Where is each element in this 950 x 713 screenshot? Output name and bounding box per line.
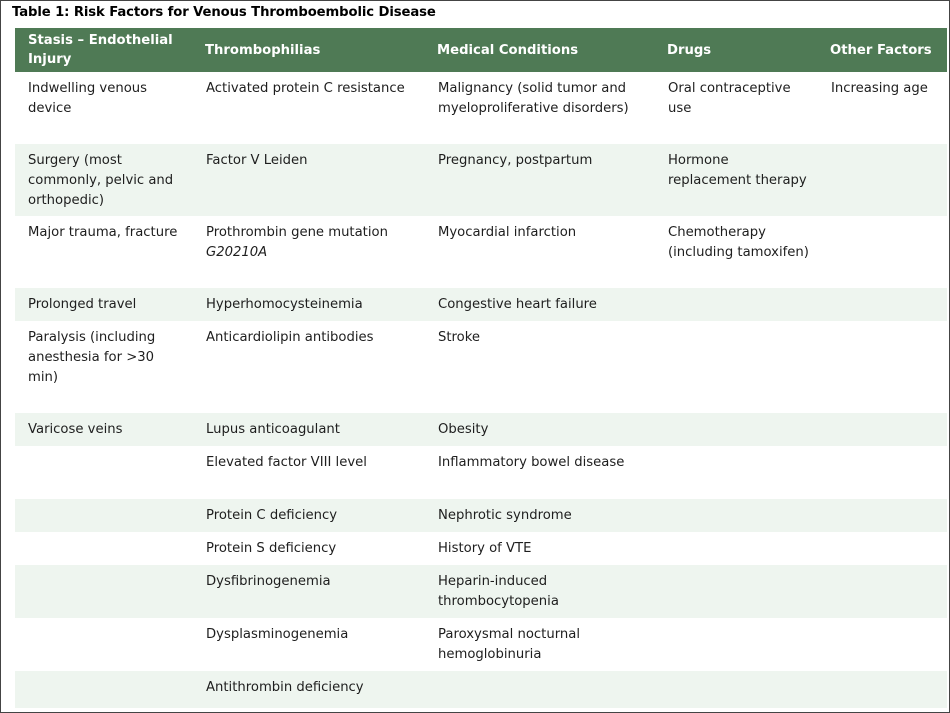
table-row	[15, 72, 947, 144]
cell-drugs	[654, 532, 817, 565]
cell-other	[817, 288, 947, 321]
cell-thrombophilia: Protein S deficiency	[206, 541, 337, 557]
cell-stasis	[15, 671, 192, 708]
cell-medical: Nephrotic syndrome	[424, 499, 654, 532]
cell-medical: History of VTE	[438, 541, 532, 557]
table-row	[15, 144, 947, 216]
cell-medical: Stroke	[438, 330, 481, 346]
cell-thrombophilia: Dysplasminogenemia	[206, 627, 349, 643]
cell-stasis: Varicose veins	[15, 413, 192, 446]
cell-stasis	[15, 532, 192, 565]
cell-thrombophilia: Protein C deficiency	[192, 499, 424, 532]
cell-stasis: Major trauma, fracture	[28, 225, 178, 241]
cell-medical: Heparin-induced thrombocytopenia	[424, 565, 654, 618]
cell-medical: Obesity	[424, 413, 654, 446]
cell-drugs	[654, 321, 817, 413]
cell-thrombophilia: Anticardiolipin antibodies	[206, 330, 374, 346]
header-other-factors: Other Factors	[817, 28, 947, 72]
cell-thrombophilia	[192, 216, 424, 288]
header-thrombophilias: Thrombophilias	[192, 28, 424, 72]
cell-other	[817, 618, 947, 671]
table-row	[15, 532, 947, 565]
cell-drugs	[654, 446, 817, 499]
header-medical-conditions: Medical Conditions	[424, 28, 654, 72]
table-row	[15, 216, 947, 288]
cell-drugs	[654, 499, 817, 532]
cell-stasis	[15, 565, 192, 618]
cell-stasis: Indwelling venous device	[28, 81, 148, 116]
cell-drugs	[654, 671, 817, 708]
cell-drugs	[654, 618, 817, 671]
cell-drugs	[654, 288, 817, 321]
cell-other	[817, 532, 947, 565]
cell-other	[817, 413, 947, 446]
table-header-row	[15, 28, 947, 72]
cell-stasis	[15, 499, 192, 532]
cell-thrombophilia: Lupus anticoagulant	[192, 413, 424, 446]
cell-other	[817, 671, 947, 708]
cell-stasis: Paralysis (including anesthesia for >30 min)	[28, 330, 156, 385]
cell-thrombophilia: Elevated factor VIII level	[206, 455, 367, 471]
cell-other	[817, 499, 947, 532]
cell-other	[817, 565, 947, 618]
table-caption: Table 1: Risk Factors for Venous Thromboembolic Disease	[12, 5, 436, 20]
table-row	[15, 288, 947, 321]
cell-medical: Paroxysmal nocturnal hemoglobinuria	[438, 627, 580, 663]
cell-stasis: Surgery (most commonly, pelvic and orthopedic)	[15, 144, 192, 216]
header-stasis: Stasis – Endothelial Injury	[15, 28, 192, 72]
cell-drugs: Hormone replacement therapy	[654, 144, 817, 216]
header-drugs: Drugs	[654, 28, 817, 72]
cell-thrombophilia: Antithrombin deficiency	[192, 671, 424, 708]
table-row	[15, 446, 947, 499]
cell-other: Increasing age	[831, 81, 928, 96]
cell-thrombophilia: Hyperhomocysteinemia	[192, 288, 424, 321]
table-row	[15, 413, 947, 446]
cell-stasis	[15, 446, 192, 499]
cell-other	[817, 144, 947, 216]
table-row	[15, 499, 947, 532]
cell-medical: Pregnancy, postpartum	[424, 144, 654, 216]
cell-other	[817, 446, 947, 499]
cell-thrombophilia: Factor V Leiden	[192, 144, 424, 216]
cell-drugs	[654, 413, 817, 446]
cell-medical: Congestive heart failure	[424, 288, 654, 321]
cell-thrombophilia: Activated protein C resistance	[206, 81, 405, 96]
cell-drugs	[654, 565, 817, 618]
table-row	[15, 565, 947, 618]
cell-drugs: Oral contraceptive use	[668, 81, 791, 116]
cell-other	[817, 321, 947, 413]
cell-thrombophilia-text: Prothrombin gene mutation	[206, 225, 388, 241]
cell-stasis	[15, 618, 192, 671]
cell-thrombophilia: Dysfibrinogenemia	[192, 565, 424, 618]
cell-medical: Malignancy (solid tumor and myeloproliferative disorders)	[438, 81, 629, 116]
cell-other	[817, 216, 947, 288]
risk-factors-table	[15, 28, 947, 708]
table-row	[15, 671, 947, 708]
cell-medical	[424, 671, 654, 708]
cell-medical: Myocardial infarction	[438, 225, 577, 241]
cell-stasis: Prolonged travel	[15, 288, 192, 321]
table-row	[15, 618, 947, 671]
cell-drugs: Chemotherapy (including tamoxifen)	[668, 225, 809, 261]
cell-medical: Inflammatory bowel disease	[438, 455, 625, 471]
cell-thrombophilia-italic: G20210A	[206, 245, 268, 261]
table-row	[15, 321, 947, 413]
